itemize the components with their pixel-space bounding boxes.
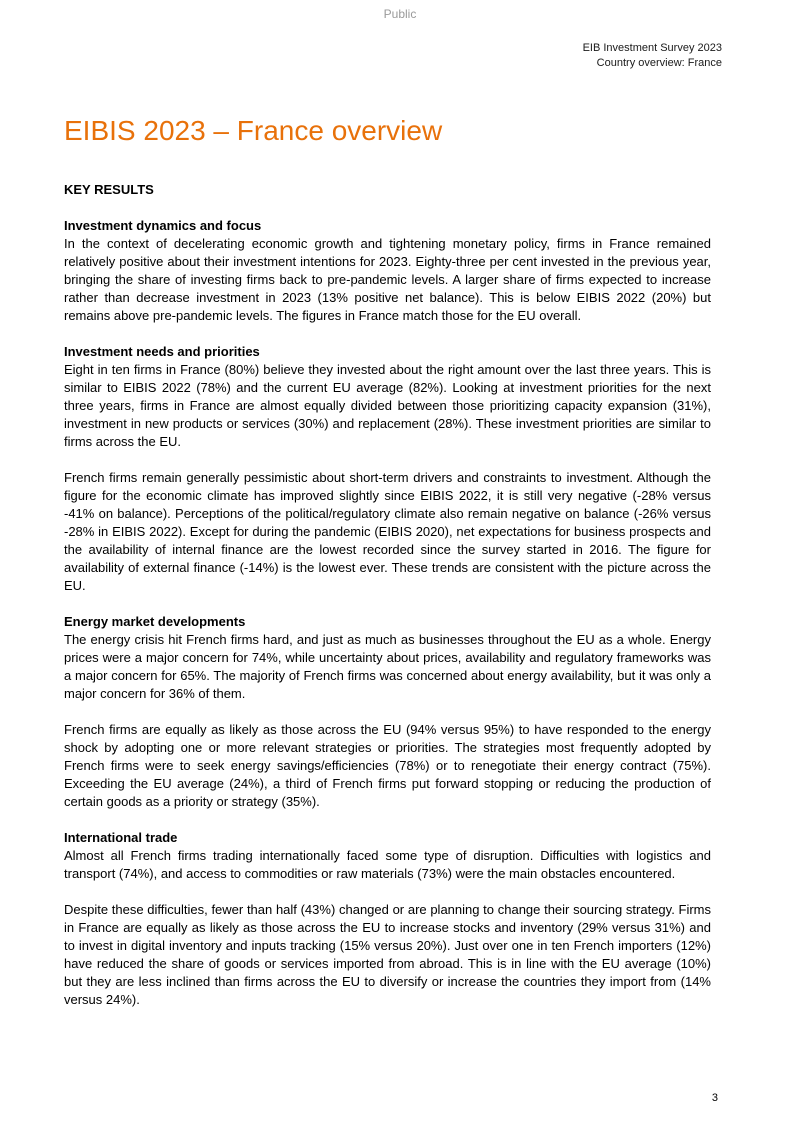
paragraph: Almost all French firms trading internationally faced some type of disruption. Difficulties with logistics and transport (74%), and access to commodities or raw materials (73%) were the main obstacles encountered. [64,848,711,881]
classification-label: Public [383,7,417,21]
paragraph: Eight in ten firms in France (80%) believe they invested about the right amount over the last three years. This is similar to EIBIS 2022 (78%) and the current EU average (82%). Looking at investment priorities for the next three years, firms in France are almost equally divided between those prioritizing capacity expansion (31%), investment in new products or services (30%) and replacement (28%). These investment priorities are similar to firms across the EU. [64,362,711,449]
paragraph: French firms are equally as likely as those across the EU (94% versus 95%) to have responded to the energy shock by adopting one or more relevant strategies or priorities. The strategies most frequently adopted by French firms were to seek energy savings/efficiencies (78%) or to renegotiate their energy contract (75%). Exceeding the EU average (24%), a third of French firms put forward stopping or reducing the production of certain goods as a priority or strategy (35%). [64,722,711,809]
running-header-line-2: Country overview: France [596,57,722,69]
section-heading: Investment dynamics and focus [64,218,262,233]
running-header [583,41,722,71]
section-heading: Investment needs and priorities [64,344,260,359]
running-header-line-1: EIB Investment Survey 2023 [582,42,722,54]
section-heading: Energy market developments [64,614,246,629]
section-heading: International trade [64,830,178,845]
section-investment-needs [64,343,711,595]
paragraph: French firms remain generally pessimistic about short-term drivers and constraints to investment. Although the figure for the economic climate has improved slightly since EIBIS 2022, it is still very negative (-28% versus -41% on balance). Perceptions of the political/regulatory climate also remain negative on balance (-26% versus -28% in EIBIS 2022). Except for during the pandemic (EIBIS 2020), net expectations for business prospects and the availability of internal finance are the lowest recorded since the survey started in 2016. The figure for availability of external finance (-14%) is the lowest ever. These trends are consistent with the picture across the EU. [64,470,711,593]
page-number: 3 [711,1092,718,1104]
section-energy-market [64,613,711,811]
document-body [64,181,711,1027]
section-international-trade [64,829,711,1009]
section-investment-dynamics [64,217,711,325]
paragraph: In the context of decelerating economic growth and tightening monetary policy, firms in France remained relatively positive about their investment intentions for 2023. Eighty-three per cent invested in the previous year, bringing the share of investing firms back to pre-pandemic levels. A larger share of firms expected to increase rather than decrease investment in 2023 (13% positive net balance). This is below EIBIS 2022 (20%) but remains above pre-pandemic levels. The figures in France match those for the EU overall. [64,236,711,323]
paragraph: The energy crisis hit French firms hard, and just as much as businesses throughout the EU as a whole. Energy prices were a major concern for 74%, while uncertainty about prices, availability and regulatory frameworks was a major concern for 65%. The majority of French firms was concerned about energy availability, but it was only a major concern for 36% of them. [64,632,711,701]
paragraph: Despite these difficulties, fewer than half (43%) changed or are planning to change their sourcing strategy. Firms in France are equally as likely as those across the EU to increase stocks and inventory (29% versus 31%) and to invest in digital inventory and inputs tracking (15% versus 20%). Just over one in ten French importers (12%) have reduced the share of goods or services imported from abroad. This is in line with the EU average (10%) but they are less inclined than firms across the EU to diversify or increase the countries they import from (14% versus 24%). [64,902,711,1007]
key-results-heading: KEY RESULTS [64,182,154,197]
page-title: EIBIS 2023 – France overview [64,115,443,146]
